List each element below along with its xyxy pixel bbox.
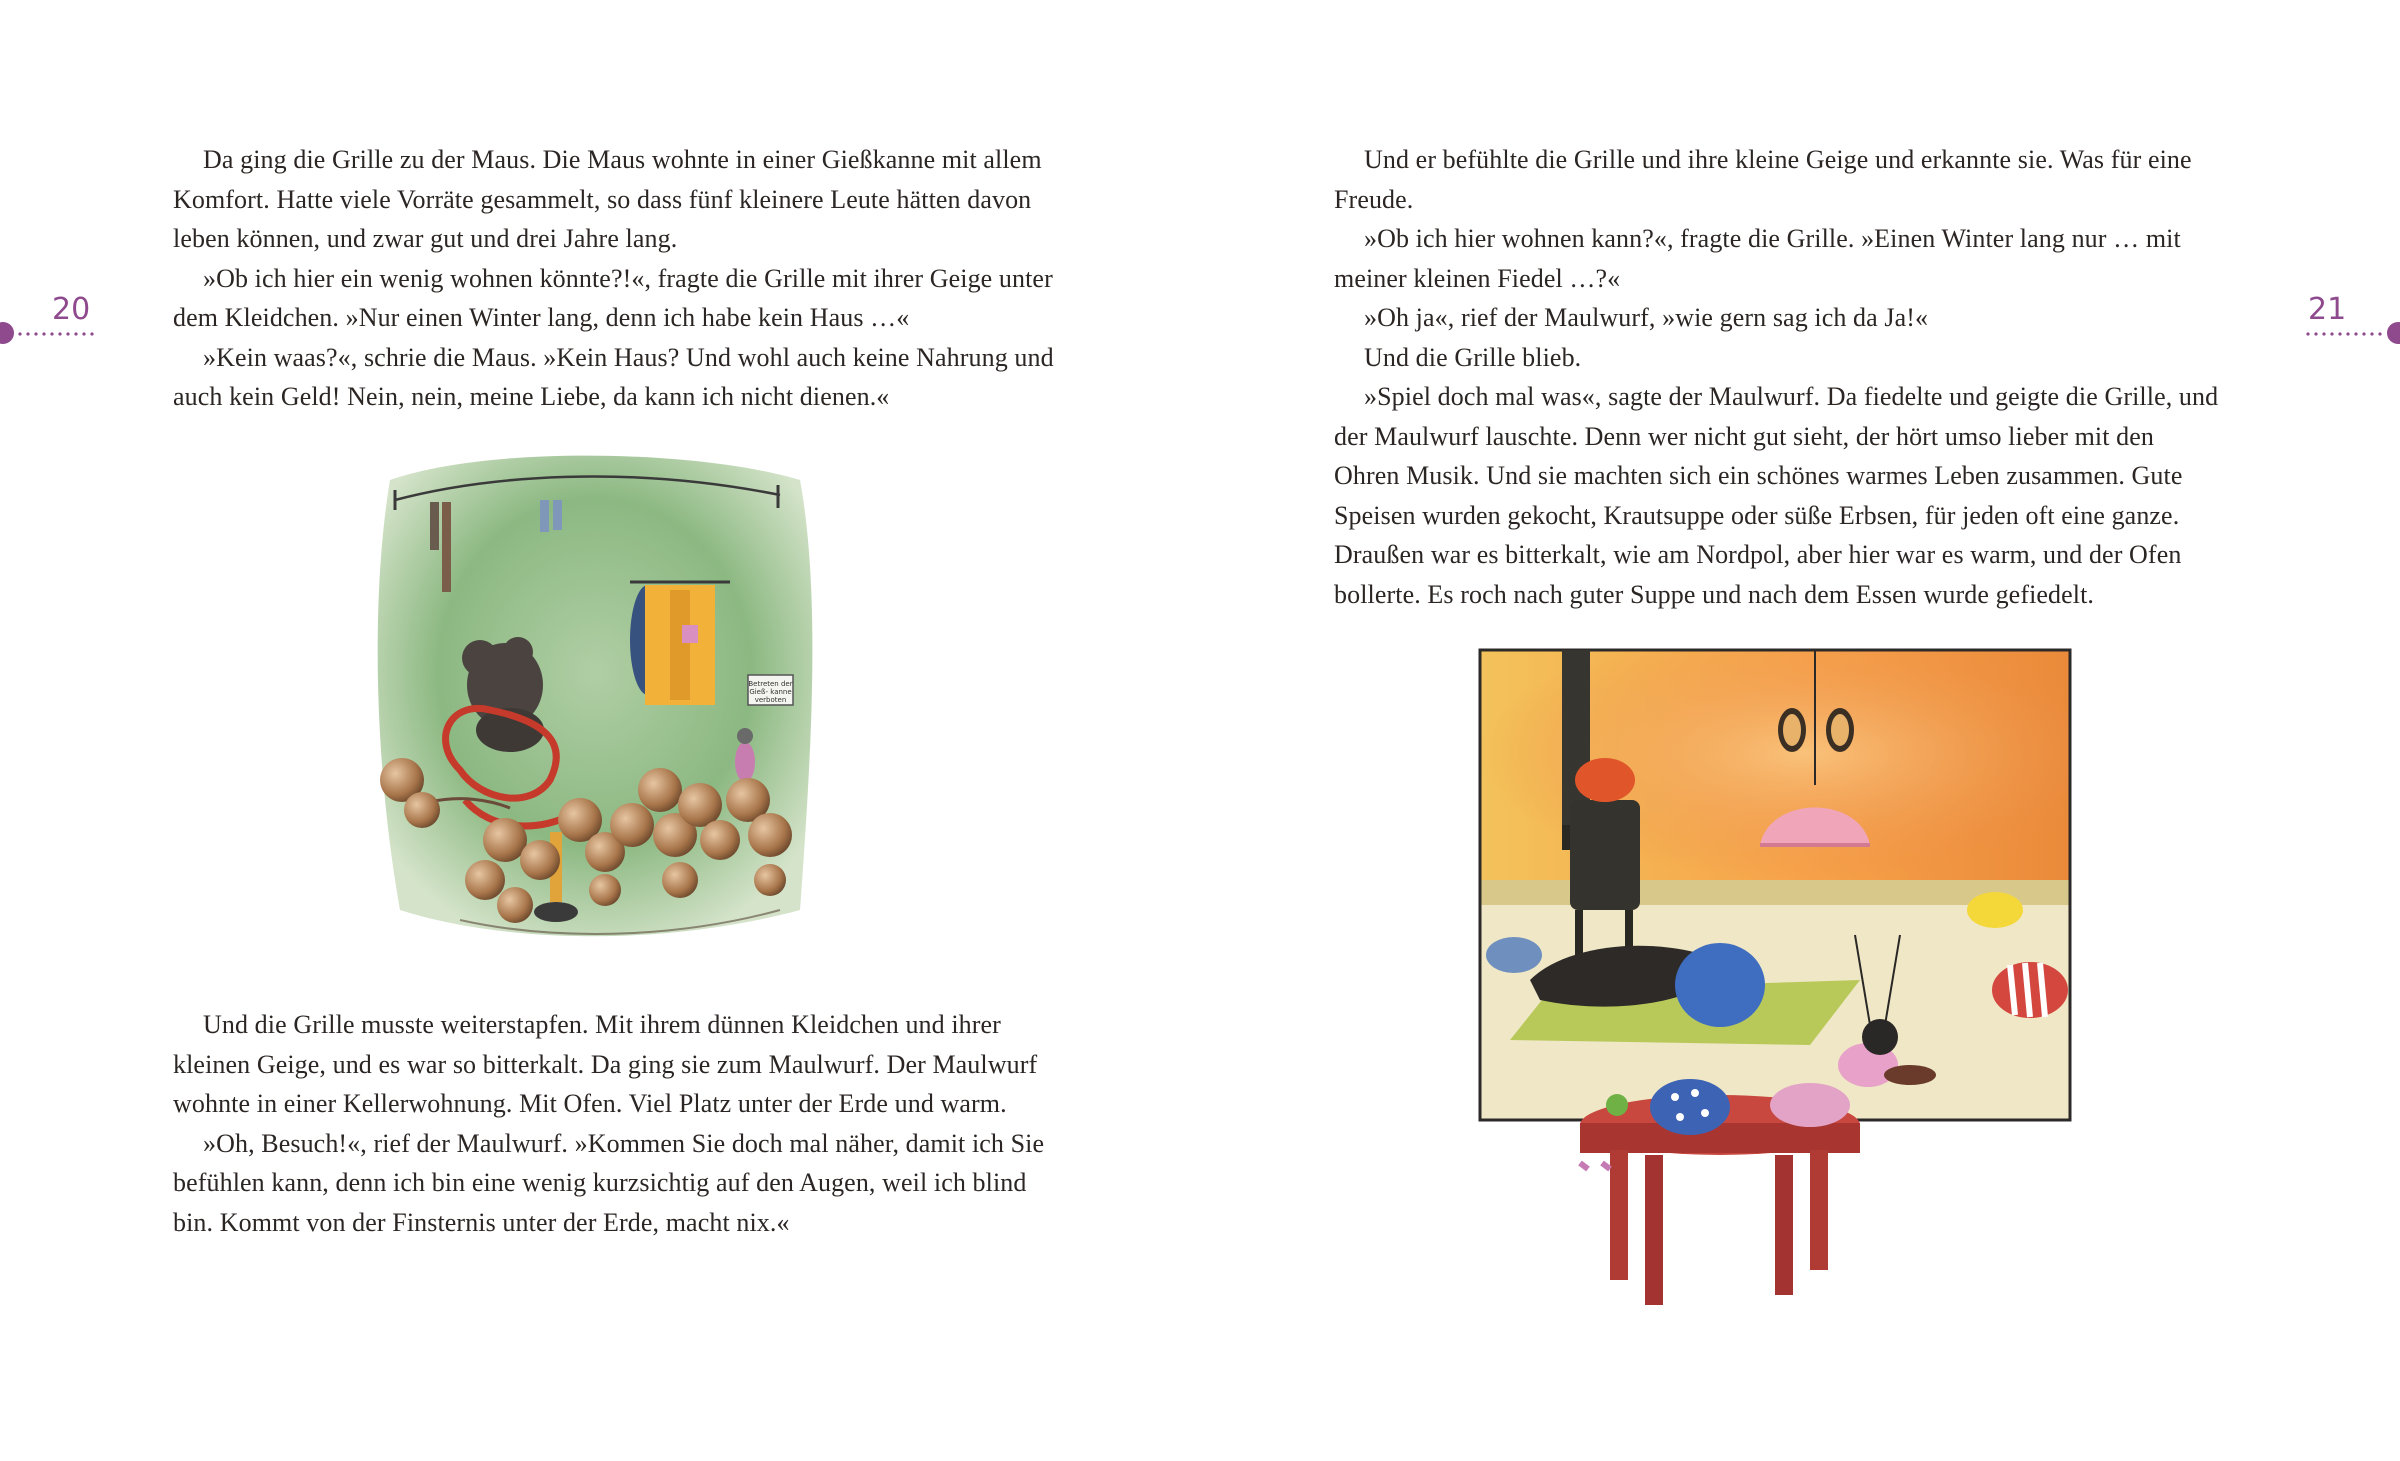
mole-kitchen-illustration xyxy=(1470,645,2290,1325)
right-block1-line: Und er befühlte die Grille und ihre kleine Geige und erkannte sie. Was für eine xyxy=(1364,145,2192,174)
right-block1-line: Und die Grille blieb. xyxy=(1364,342,1582,372)
right-text-block-1 xyxy=(1334,140,2334,614)
left-block1-line: leben können, und zwar gut und drei Jahre lang. xyxy=(173,224,678,253)
right-page xyxy=(1200,0,2400,1461)
left-block1-line: dem Kleidchen. »Nur einen Winter lang, denn ich habe kein Haus …« xyxy=(173,303,910,332)
right-block1-line: »Oh ja«, rief der Maulwurf, »wie gern sag ich da Ja!« xyxy=(1364,303,1929,332)
left-text-block-1 xyxy=(173,140,1093,417)
left-block1-line: Da ging die Grille zu der Maus. Die Maus wohnte in einer Gießkanne mit allem xyxy=(203,145,1042,174)
left-block1-line: »Kein waas?«, schrie die Maus. »Kein Haus? Und wohl auch keine Nahrung und xyxy=(203,342,1054,372)
left-block2-line: befühlen kann, denn ich bin eine wenig kurzsichtig auf den Augen, weil ich blind xyxy=(173,1168,1027,1197)
right-block1-line: »Ob ich hier wohnen kann?«, fragte die Grille. »Einen Winter lang nur … mit xyxy=(1364,224,2181,253)
page-number-right: 21 xyxy=(2308,292,2347,327)
left-block1-line: »Ob ich hier ein wenig wohnen könnte?!«, fragte die Grille mit ihrer Geige unter xyxy=(203,263,1053,293)
left-block2-line: bin. Kommt von der Finsternis unter der Erde, macht nix.« xyxy=(173,1207,790,1237)
mouse-in-watering-can-illustration xyxy=(370,440,820,960)
illustration-sign-text: Betreten der Gieß- kanne verboten xyxy=(748,680,793,704)
left-text-block-2 xyxy=(173,1005,1093,1242)
right-block1-line: Ohren Musik. Und sie machten sich ein schönes warmes Leben zusammen. Gute xyxy=(1334,461,2183,490)
right-block1-line: bollerte. Es roch nach guter Suppe und nach dem Essen wurde gefiedelt. xyxy=(1334,579,2095,609)
right-block1-line: meiner kleinen Fiedel …?« xyxy=(1334,263,1621,293)
left-block1-line: auch kein Geld! Nein, nein, meine Liebe, da kann ich nicht dienen.« xyxy=(173,382,890,411)
right-block1-line: Speisen wurden gekocht, Krautsuppe oder süße Erbsen, für jeden oft eine ganze. xyxy=(1334,500,2180,530)
left-block2-line: kleinen Geige, und es war so bitterkalt. Da ging sie zum Maulwurf. Der Maulwurf xyxy=(173,1049,1038,1079)
left-block1-line: Komfort. Hatte viele Vorräte gesammelt, so dass fünf kleinere Leute hätten davon xyxy=(173,184,1032,214)
page-number-left: 20 xyxy=(52,292,91,327)
left-block2-line: Und die Grille musste weiterstapfen. Mit ihrem dünnen Kleidchen und ihrer xyxy=(203,1010,1001,1039)
right-block1-line: Freude. xyxy=(1334,184,1414,214)
right-block1-line: »Spiel doch mal was«, sagte der Maulwurf. Da fiedelte und geigte die Grille, und xyxy=(1364,382,2219,411)
left-block2-line: wohnte in einer Kellerwohnung. Mit Ofen. Viel Platz unter der Erde und warm. xyxy=(173,1089,1007,1118)
left-block2-line: »Oh, Besuch!«, rief der Maulwurf. »Kommen Sie doch mal näher, damit ich Sie xyxy=(203,1128,1045,1158)
right-block1-line: Draußen war es bitterkalt, wie am Nordpol, aber hier war es warm, und der Ofen xyxy=(1334,540,2182,569)
right-block1-line: der Maulwurf lauschte. Denn wer nicht gut sieht, der hört umso lieber mit den xyxy=(1334,421,2154,451)
